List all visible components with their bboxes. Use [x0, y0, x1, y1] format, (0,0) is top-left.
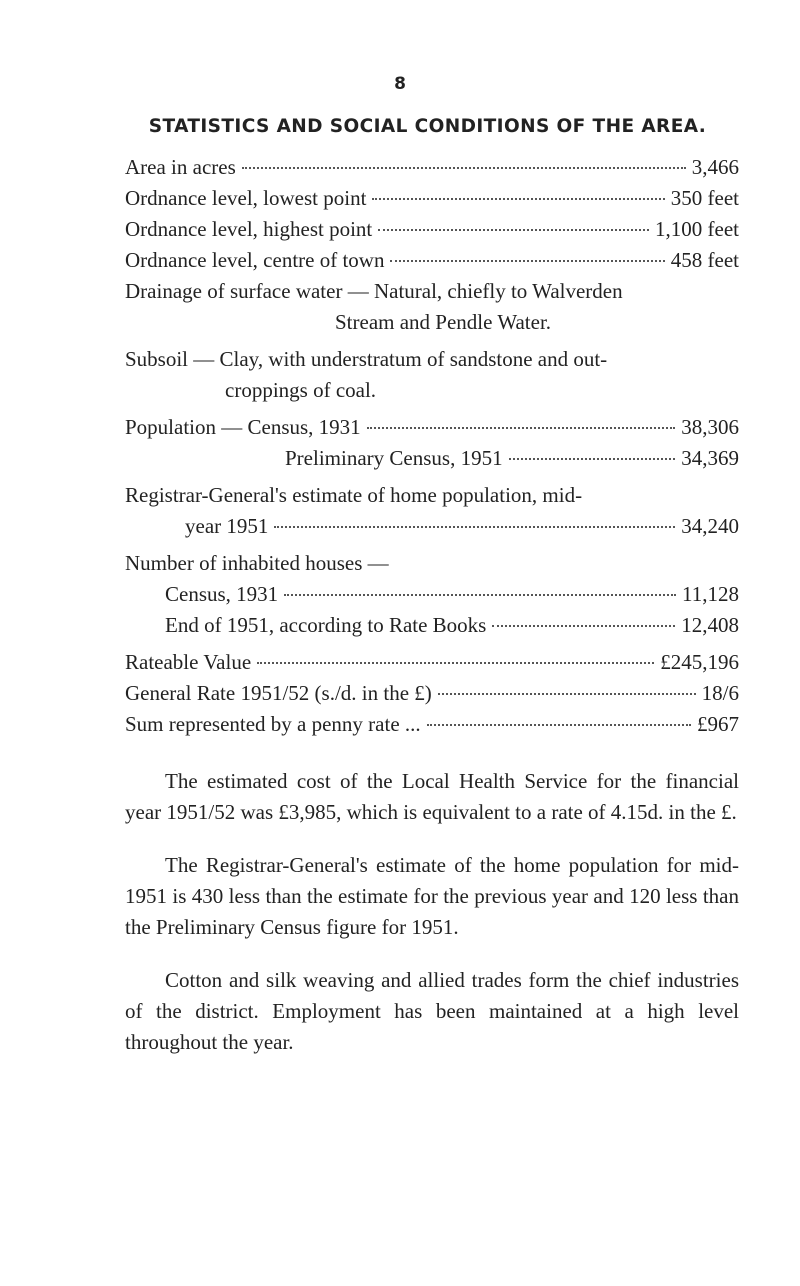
dot-leader — [378, 229, 649, 231]
stat-value: 1,100 feet — [655, 217, 739, 241]
stat-row-houses-1951 — [125, 610, 739, 641]
stat-value: £245,196 — [660, 650, 739, 674]
stat-row-penny-rate — [125, 709, 739, 740]
dot-leader — [372, 198, 664, 200]
stat-row-houses-1931 — [125, 579, 739, 610]
dot-leader — [492, 625, 675, 627]
dot-leader — [274, 526, 675, 528]
stat-label: Sum represented by a penny rate ... — [125, 712, 421, 736]
stat-value: 350 feet — [670, 186, 739, 210]
stat-label: Population — Census, 1931 — [125, 415, 361, 439]
stat-row-area — [125, 152, 739, 183]
stat-label: Census, 1931 — [165, 582, 279, 606]
drainage-line-1: Drainage of surface water — Natural, chiefly to Walverden — [125, 279, 623, 303]
stat-label: Ordnance level, centre of town — [125, 248, 385, 272]
stat-row-ordnance-lowest — [125, 183, 739, 214]
stat-value: 458 feet — [670, 248, 739, 272]
stat-value: 12,408 — [681, 613, 739, 637]
dot-leader — [438, 693, 696, 695]
paragraph-industries: Cotton and silk weaving and allied trades form the chief industries of the district. Employment has been maintained at a high level throughout the year. — [125, 968, 739, 1054]
stat-value: 34,240 — [681, 514, 739, 538]
paragraph-population-estimate: The Registrar-General's estimate of the home population for mid-1951 is 430 less than the estimate for the previous year and 120 less than the Preliminary Census figure for 1951. — [125, 853, 739, 939]
stat-value: 38,306 — [681, 415, 739, 439]
stat-label: Rateable Value — [125, 650, 252, 674]
stat-label: General Rate 1951/52 (s./d. in the £) — [125, 681, 432, 705]
stat-row-rateable-value — [125, 647, 739, 678]
stat-value: 11,128 — [682, 582, 739, 606]
stat-value: 18/6 — [701, 681, 739, 705]
stat-label: End of 1951, according to Rate Books — [165, 613, 487, 637]
dot-leader — [390, 260, 664, 262]
drainage-line-2: Stream and Pendle Water. — [335, 310, 552, 334]
section-heading: STATISTICS AND SOCIAL CONDITIONS OF THE AREA. — [148, 116, 707, 137]
dot-leader — [367, 427, 676, 429]
stat-value: £967 — [697, 712, 739, 736]
stat-label: year 1951 — [185, 514, 269, 538]
paragraph-health-cost: The estimated cost of the Local Health Service for the financial year 1951/52 was £3,985, which is equivalent to a rate of 4.15d. in the £. — [125, 769, 739, 824]
stat-label: Preliminary Census, 1951 — [285, 446, 503, 470]
houses-heading: Number of inhabited houses — — [125, 551, 389, 575]
dot-leader — [257, 662, 654, 664]
stat-label: Area in acres — [125, 155, 236, 179]
registrar-estimate-line-1: Registrar-General's estimate of home population, mid- — [125, 483, 583, 507]
page-number: 8 — [394, 74, 406, 94]
stat-row-general-rate — [125, 678, 739, 709]
subsoil-line-2: croppings of coal. — [225, 378, 377, 402]
stat-value: 3,466 — [691, 155, 739, 179]
dot-leader — [284, 594, 676, 596]
stat-row-ordnance-centre — [125, 245, 739, 276]
stat-row-ordnance-highest — [125, 214, 739, 245]
stat-row-registrar-estimate — [125, 511, 739, 542]
statistics-list — [125, 152, 739, 1058]
dot-leader — [509, 458, 676, 460]
dot-leader — [427, 724, 691, 726]
stat-label: Ordnance level, lowest point — [125, 186, 367, 210]
stat-value: 34,369 — [681, 446, 739, 470]
stat-row-population-1951 — [125, 443, 739, 474]
dot-leader — [242, 167, 686, 169]
stat-row-population-1931 — [125, 412, 739, 443]
stat-label: Ordnance level, highest point — [125, 217, 373, 241]
subsoil-line-1: Subsoil — Clay, with understratum of sandstone and out- — [125, 347, 608, 371]
